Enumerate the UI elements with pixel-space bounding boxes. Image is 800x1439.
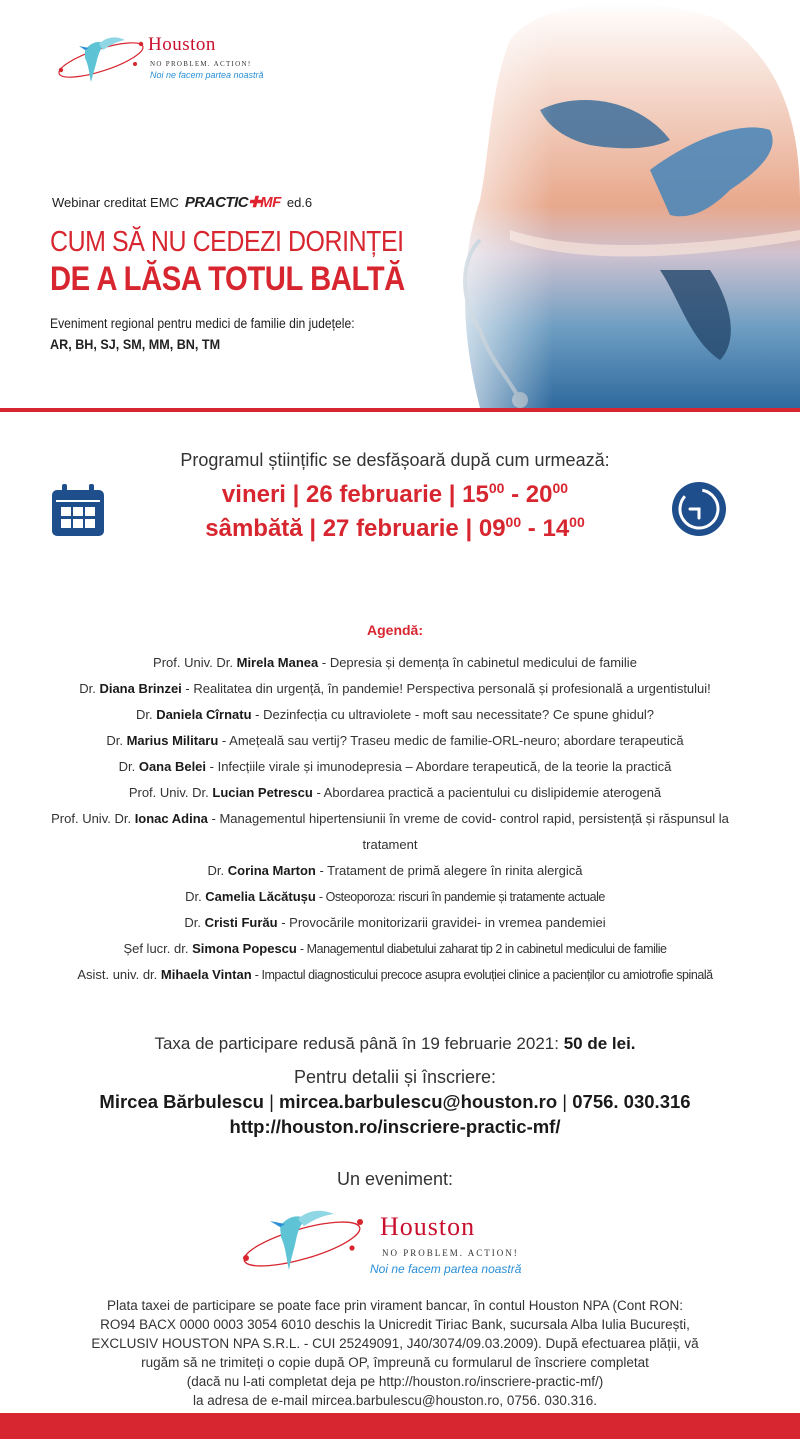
talk-topic: - Dezinfecția cu ultraviolete - moft sau necessitate? Ce spune ghidul? <box>251 707 655 722</box>
edition: ed.6 <box>286 194 313 210</box>
payment-line: la adresa de e-mail mircea.barbulescu@houston.ro, 0756. 030.316. <box>193 1393 597 1408</box>
title-line-1: CUM SĂ NU CEDEZI DORINȚEI <box>50 226 404 258</box>
counties: AR, BH, SJ, SM, MM, BN, TM <box>50 336 221 352</box>
day1-end-min: 00 <box>552 480 569 496</box>
houston-logo <box>55 30 265 88</box>
day1-date: 26 februarie <box>306 481 443 508</box>
agenda-item <box>0 910 790 936</box>
agenda-item <box>0 702 790 728</box>
talk-topic: - Impactul diagnosticului precoce asupra evoluției clinice a pacienților cu amiotrofie spinală <box>251 968 713 982</box>
talk-topic: - Depresia și demența în cabinetul medicului de familie <box>318 655 637 670</box>
agenda-item <box>0 858 790 884</box>
registration-link[interactable]: http://houston.ro/inscriere-practic-mf/ <box>229 1116 561 1137</box>
talk-topic: - Abordarea practică a pacientului cu dislipidemie aterogenă <box>312 785 662 800</box>
mf-text: MF <box>260 194 281 211</box>
payment-line: EXCLUSIV HOUSTON NPA S.R.L. - CUI 25249091, J40/3074/09.03.2009). După efectuarea plății, vă <box>91 1336 699 1351</box>
practic-text: PRACTIC <box>184 194 249 211</box>
contact-email-link[interactable]: mircea.barbulescu@houston.ro <box>279 1091 558 1112</box>
sep: | <box>562 1091 568 1112</box>
speaker-name: Daniela Cîrnatu <box>156 707 252 722</box>
organizer-slogan: NO PROBLEM. ACTION! <box>382 1248 519 1258</box>
webinar-prefix: Webinar creditat EMC <box>52 194 179 210</box>
talk-topic: - Osteoporoza: riscuri în pandemie și tratamente actuale <box>315 890 605 904</box>
clock-icon <box>671 481 727 537</box>
brand-name: Houston <box>148 34 216 55</box>
speaker-title: Șef lucr. dr. <box>123 941 193 956</box>
talk-topic: - Tratament de primă alegere în rinita alergică <box>315 863 583 878</box>
webinar-line <box>52 193 312 211</box>
speaker-title: Dr. <box>106 733 127 748</box>
speaker-name: Camelia Lăcătușu <box>205 889 316 904</box>
speaker-title: Dr. <box>185 889 206 904</box>
sep: | <box>269 1091 274 1112</box>
hero-image <box>420 0 800 408</box>
speaker-title: Dr. <box>207 863 228 878</box>
talk-topic: - Managementul hipertensiunii în vreme de covid- control rapid, persistență și răspunsul la tratament <box>207 811 729 852</box>
speaker-title: Prof. Univ. Dr. <box>128 785 213 800</box>
organizer-logo <box>240 1200 560 1280</box>
hummingbird-logo-icon <box>240 1200 370 1280</box>
title-line-2: DE A LĂSA TOTUL BALTĂ <box>50 260 405 298</box>
day2-start-min: 00 <box>505 514 522 530</box>
day1-name: vineri <box>221 481 286 508</box>
speaker-title: Dr. <box>184 915 205 930</box>
fee-text: Taxa de participare redusă până în 19 februarie 2021: <box>154 1034 564 1053</box>
payment-info <box>0 1296 790 1410</box>
talk-topic: - Amețeală sau vertij? Traseu medic de familie-ORL-neuro; abordare terapeutică <box>218 733 684 748</box>
sep: | <box>292 481 300 508</box>
agenda-heading: Agendă: <box>367 622 423 638</box>
agenda-item <box>0 754 790 780</box>
talk-topic: - Realitatea din urgență, în pandemie! Perspectiva personală și profesională a urgentistului! <box>181 681 711 696</box>
agenda-item <box>0 884 790 910</box>
dash: - <box>511 481 520 508</box>
agenda-item <box>0 650 790 676</box>
agenda-item <box>0 728 790 754</box>
speaker-name: Marius Militaru <box>126 733 219 748</box>
day2-start-hour: 09 <box>478 515 506 542</box>
fee-line <box>0 1034 790 1054</box>
speaker-name: Oana Belei <box>138 759 207 774</box>
day2-date: 27 februarie <box>322 515 459 542</box>
speaker-title: Dr. <box>135 707 157 722</box>
payment-line: Plata taxei de participare se poate face prin virament bancar, în contul Houston NPA (Cont RON: <box>106 1298 684 1313</box>
speaker-name: Mirela Manea <box>236 655 319 670</box>
divider-line <box>0 408 800 412</box>
hummingbird-logo-icon <box>55 30 150 88</box>
day1-end-hour: 20 <box>525 481 553 508</box>
speaker-name: Simona Popescu <box>192 941 297 956</box>
day2-name: sâmbătă <box>205 515 303 542</box>
organizer-label: Un eveniment: <box>336 1169 454 1189</box>
talk-topic: - Provocările monitorizarii gravidei- in vremea pandemiei <box>277 915 606 930</box>
brand-slogan: NO PROBLEM. ACTION! <box>150 60 252 68</box>
contact-phone[interactable]: 0756. 030.316 <box>572 1091 691 1112</box>
fee-amount: 50 de lei. <box>563 1034 636 1053</box>
brand-tagline: Noi ne facem partea noastră <box>150 70 264 80</box>
speaker-title: Dr. <box>118 759 139 774</box>
sep: | <box>465 515 473 542</box>
footer-bar <box>0 1413 800 1439</box>
dash: - <box>527 515 536 542</box>
agenda-item <box>0 806 790 858</box>
payment-line: (dacă nu l-ati completat deja pe http://houston.ro/inscriere-practic-mf/) <box>186 1374 604 1389</box>
practic-mf-logo <box>185 193 281 211</box>
speaker-name: Corina Marton <box>227 863 316 878</box>
sep: | <box>309 515 317 542</box>
speaker-title: Asist. univ. dr. <box>77 967 161 982</box>
speaker-name: Diana Brinzei <box>99 681 182 696</box>
organizer-tagline: Noi ne facem partea noastră <box>370 1262 522 1276</box>
sep: | <box>448 481 456 508</box>
event-subtitle: Eveniment regional pentru medici de familie din județele: <box>50 316 355 331</box>
day1-start-min: 00 <box>488 480 505 496</box>
agenda-item <box>0 962 790 988</box>
talk-topic: - Managementul diabetului zaharat tip 2 in cabinetul medicului de familie <box>296 942 667 956</box>
agenda-item <box>0 676 790 702</box>
talk-topic: - Infecțiile virale și imunodepresia – Abordare terapeutică, de la teorie la practică <box>206 759 672 774</box>
speaker-title: Prof. Univ. Dr. <box>153 655 237 670</box>
contact-name: Mircea Bărbulescu <box>99 1091 264 1112</box>
speaker-title: Dr. <box>79 681 100 696</box>
agenda-list <box>0 650 790 988</box>
contact-line <box>0 1091 790 1113</box>
schedule-intro: Programul științific se desfășoară după cum urmează: <box>180 450 610 470</box>
organizer-brand: Houston <box>380 1212 476 1241</box>
plus-icon: ✚ <box>248 194 261 211</box>
day2-end-hour: 14 <box>542 515 570 542</box>
speaker-name: Lucian Petrescu <box>212 785 313 800</box>
day1-start-hour: 15 <box>462 481 489 508</box>
payment-line: rugăm să ne trimiteți o copie după OP, împreună cu formularul de înscriere completat <box>141 1355 649 1370</box>
speaker-name: Cristi Furău <box>204 915 278 930</box>
agenda-item <box>0 936 790 962</box>
speaker-title: Prof. Univ. Dr. <box>51 811 135 826</box>
speaker-name: Mihaela Vintan <box>160 967 252 982</box>
contact-intro: Pentru detalii și înscriere: <box>293 1067 497 1087</box>
payment-line: RO94 BACX 0000 0003 3054 6010 deschis la Unicredit Tiriac Bank, sucursala Alba Iulia București, <box>100 1317 690 1332</box>
agenda-item <box>0 780 790 806</box>
speaker-name: Ionac Adina <box>134 811 208 826</box>
day2-end-min: 00 <box>569 514 585 530</box>
